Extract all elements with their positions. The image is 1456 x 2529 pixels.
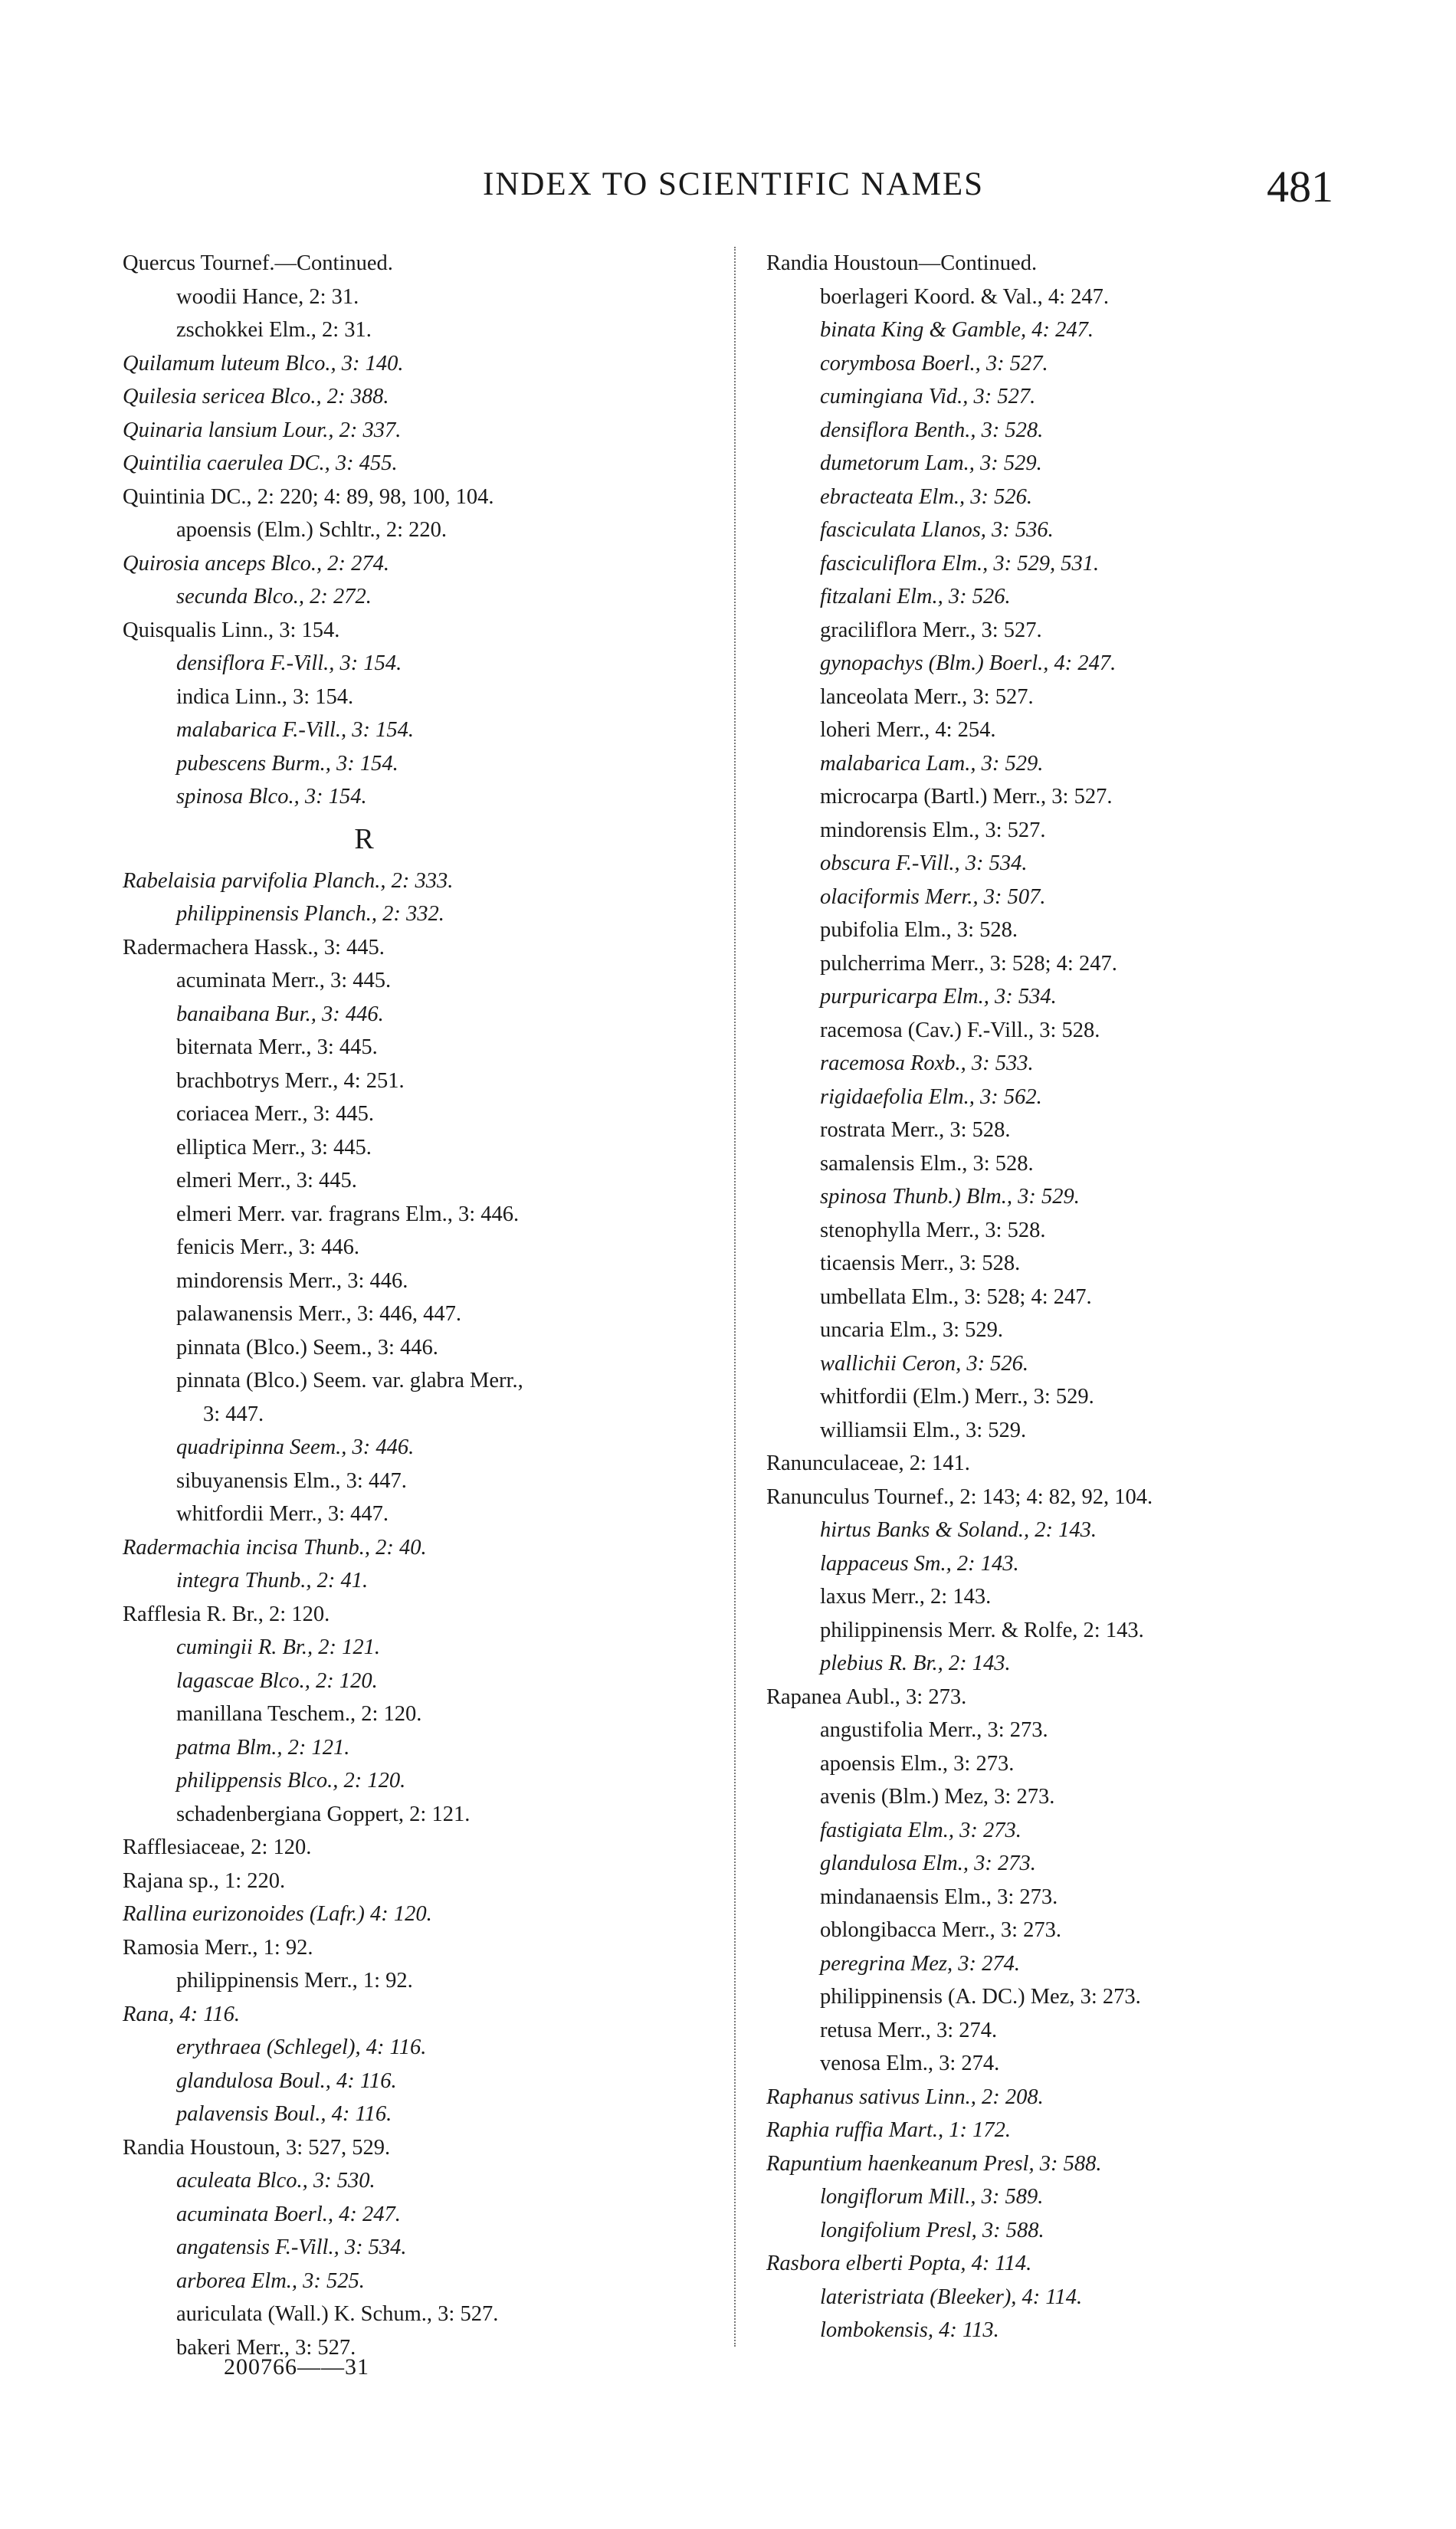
- index-subentry: schadenbergiana Goppert, 2: 121.: [176, 1802, 471, 1826]
- index-subentry: loheri Merr., 4: 254.: [820, 718, 996, 742]
- index-subentry: glandulosa Boul., 4: 116.: [176, 2068, 397, 2093]
- index-subentry: palavensis Boul., 4: 116.: [176, 2102, 392, 2126]
- index-entry: Randia Houstoun, 3: 527, 529.: [123, 2135, 391, 2160]
- index-subentry: pulcherrima Merr., 3: 528; 4: 247.: [820, 951, 1117, 976]
- index-subentry: malabarica Lam., 3: 529.: [820, 751, 1044, 776]
- index-subentry: elliptica Merr., 3: 445.: [176, 1135, 372, 1160]
- index-subentry: coriacea Merr., 3: 445.: [176, 1102, 374, 1126]
- index-subentry: auriculata (Wall.) K. Schum., 3: 527.: [176, 2302, 499, 2326]
- index-subentry: philippensis Blco., 2: 120.: [176, 1769, 406, 1793]
- index-entry: Rapanea Aubl., 3: 273.: [766, 1684, 967, 1709]
- index-subentry: hirtus Banks & Soland., 2: 143.: [820, 1518, 1097, 1542]
- index-subentry: racemosa (Cav.) F.-Vill., 3: 528.: [820, 1018, 1100, 1042]
- index-subentry: fasciculata Llanos, 3: 536.: [820, 518, 1054, 542]
- index-subentry: uncaria Elm., 3: 529.: [820, 1318, 1004, 1342]
- index-subentry: fasciculiflora Elm., 3: 529, 531.: [820, 551, 1100, 576]
- page-number: 481: [1267, 162, 1333, 212]
- index-entry: Quilamum luteum Blco., 3: 140.: [123, 351, 404, 376]
- index-subentry: whitfordii Merr., 3: 447.: [176, 1502, 389, 1526]
- index-subentry: cumingii R. Br., 2: 121.: [176, 1635, 380, 1659]
- index-subentry: malabarica F.-Vill., 3: 154.: [176, 718, 415, 742]
- index-subentry: avenis (Blm.) Mez, 3: 273.: [820, 1785, 1055, 1809]
- index-subentry: angustifolia Merr., 3: 273.: [820, 1718, 1048, 1742]
- index-subentry: gynopachys (Blm.) Boerl., 4: 247.: [820, 651, 1117, 675]
- index-subentry: philippinensis Merr. & Rolfe, 2: 143.: [820, 1618, 1144, 1642]
- index-subentry: arborea Elm., 3: 525.: [176, 2268, 365, 2293]
- index-entry: Quercus Tournef.—Continued.: [123, 251, 393, 275]
- index-subentry: spinosa Blco., 3: 154.: [176, 785, 367, 809]
- index-subentry: quadripinna Seem., 3: 446.: [176, 1435, 415, 1459]
- index-subentry: banaibana Bur., 3: 446.: [176, 1002, 384, 1026]
- index-subentry: pubifolia Elm., 3: 528.: [820, 918, 1018, 942]
- index-entry: Quilesia sericea Blco., 2: 388.: [123, 385, 389, 408]
- index-subentry: fenicis Merr., 3: 446.: [176, 1235, 360, 1259]
- index-subentry: biternata Merr., 3: 445.: [176, 1035, 378, 1059]
- index-entry: Quintilia caerulea DC., 3: 455.: [123, 451, 398, 475]
- index-entry: Raphanus sativus Linn., 2: 208.: [766, 2085, 1044, 2109]
- index-subentry: acuminata Boerl., 4: 247.: [176, 2202, 401, 2226]
- section-letter: R: [354, 822, 374, 855]
- index-entry: Quinaria lansium Lour., 2: 337.: [123, 418, 402, 442]
- index-subentry: acuminata Merr., 3: 445.: [176, 969, 392, 992]
- index-subentry: elmeri Merr., 3: 445.: [176, 1169, 357, 1192]
- index-subentry: obscura F.-Vill., 3: 534.: [820, 851, 1028, 875]
- left-column: [123, 247, 720, 2364]
- index-subentry: woodii Hance, 2: 31.: [176, 284, 359, 309]
- index-subentry: peregrina Mez, 3: 274.: [820, 1951, 1020, 1976]
- index-subentry: sibuyanensis Elm., 3: 447.: [176, 1468, 407, 1493]
- index-subentry: fitzalani Elm., 3: 526.: [820, 585, 1011, 608]
- index-entry: Randia Houstoun—Continued.: [766, 251, 1038, 275]
- index-subentry: indica Linn., 3: 154.: [176, 684, 354, 709]
- index-entry: Rasbora elberti Popta, 4: 114.: [766, 2252, 1032, 2275]
- index-subentry: pinnata (Blco.) Seem., 3: 446.: [176, 1335, 438, 1360]
- index-subentry: erythraea (Schlegel), 4: 116.: [176, 2035, 427, 2059]
- index-subentry: plebius R. Br., 2: 143.: [820, 1652, 1011, 1675]
- running-head: INDEX TO SCIENTIFIC NAMES: [483, 166, 985, 202]
- index-entry: Quisqualis Linn., 3: 154.: [123, 618, 340, 642]
- index-entry: Rafflesia R. Br., 2: 120.: [123, 1602, 330, 1626]
- index-subentry: philippinensis Planch., 2: 332.: [176, 902, 444, 926]
- index-subentry: palawanensis Merr., 3: 446, 447.: [176, 1302, 462, 1326]
- index-entry: Quintinia DC., 2: 220; 4: 89, 98, 100, 104.: [123, 484, 494, 509]
- index-subentry: zschokkei Elm., 2: 31.: [176, 318, 372, 342]
- index-subentry: cumingiana Vid., 3: 527.: [820, 385, 1036, 408]
- index-entry: Radermachia incisa Thunb., 2: 40.: [123, 1535, 427, 1560]
- index-subentry: lombokensis, 4: 113.: [820, 2318, 999, 2342]
- index-entry: Rabelaisia parvifolia Planch., 2: 333.: [123, 868, 454, 893]
- column-divider: [734, 247, 736, 2347]
- index-subentry: elmeri Merr. var. fragrans Elm., 3: 446.: [176, 1202, 520, 1226]
- index-subentry: boerlageri Koord. & Val., 4: 247.: [820, 284, 1110, 309]
- index-subentry: lanceolata Merr., 3: 527.: [820, 684, 1034, 709]
- index-subentry: mindorensis Merr., 3: 446.: [176, 1268, 408, 1293]
- index-subentry: densiflora Benth., 3: 528.: [820, 418, 1044, 442]
- index-subentry: longifolium Presl, 3: 588.: [820, 2218, 1044, 2242]
- index-subentry: binata King & Gamble, 4: 247.: [820, 318, 1094, 342]
- index-subentry: secunda Blco., 2: 272.: [176, 585, 372, 608]
- index-subentry: aculeata Blco., 3: 530.: [176, 2169, 375, 2193]
- index-subentry: lateristriata (Bleeker), 4: 114.: [820, 2285, 1083, 2309]
- index-subentry: pubescens Burm., 3: 154.: [176, 751, 398, 776]
- index-subentry: retusa Merr., 3: 274.: [820, 2018, 998, 2042]
- index-subentry: apoensis (Elm.) Schltr., 2: 220.: [176, 518, 448, 542]
- index-subentry: rigidaefolia Elm., 3: 562.: [820, 1084, 1042, 1109]
- printer-signature: 200766——31: [224, 2354, 369, 2380]
- index-subentry: densiflora F.-Vill., 3: 154.: [176, 651, 402, 675]
- index-entry: Quirosia anceps Blco., 2: 274.: [123, 551, 390, 576]
- index-subentry: fastigiata Elm., 3: 273.: [820, 1818, 1021, 1842]
- index-subentry: angatensis F.-Vill., 3: 534.: [176, 2235, 407, 2259]
- index-subentry: 3: 447.: [203, 1402, 264, 1426]
- index-subentry: olaciformis Merr., 3: 507.: [820, 884, 1046, 909]
- index-subentry: apoensis Elm., 3: 273.: [820, 1751, 1015, 1776]
- right-column: [766, 247, 1349, 2347]
- index-entry: Ranunculus Tournef., 2: 143; 4: 82, 92, 104.: [766, 1484, 1153, 1509]
- index-entry: Rapuntium haenkeanum Presl, 3: 588.: [766, 2151, 1102, 2176]
- index-subentry: spinosa Thunb.) Blm., 3: 529.: [820, 1185, 1080, 1209]
- index-subentry: patma Blm., 2: 121.: [176, 1735, 350, 1760]
- index-entry: Rajana sp., 1: 220.: [123, 1868, 286, 1893]
- index-subentry: whitfordii (Elm.) Merr., 3: 529.: [820, 1385, 1094, 1409]
- index-subentry: oblongibacca Merr., 3: 273.: [820, 1918, 1062, 1942]
- index-subentry: dumetorum Lam., 3: 529.: [820, 451, 1042, 475]
- index-entry: Ranunculaceae, 2: 141.: [766, 1451, 970, 1475]
- index-subentry: wallichii Ceron, 3: 526.: [820, 1351, 1029, 1376]
- index-subentry: philippinensis Merr., 1: 92.: [176, 1969, 413, 1993]
- index-entry: Raphia ruffia Mart., 1: 172.: [766, 2118, 1012, 2142]
- index-subentry: venosa Elm., 3: 274.: [820, 2052, 1000, 2075]
- index-subentry: brachbotrys Merr., 4: 251.: [176, 1068, 405, 1093]
- index-subentry: graciliflora Merr., 3: 527.: [820, 618, 1042, 642]
- index-subentry: bakeri Merr., 3: 527.: [176, 2335, 356, 2360]
- index-entry: Radermachera Hassk., 3: 445.: [123, 935, 385, 959]
- index-subentry: glandulosa Elm., 3: 273.: [820, 1852, 1036, 1875]
- index-subentry: integra Thunb., 2: 41.: [176, 1569, 369, 1593]
- index-subentry: mindorensis Elm., 3: 527.: [820, 818, 1046, 842]
- index-subentry: corymbosa Boerl., 3: 527.: [820, 351, 1048, 376]
- index-subentry: mindanaensis Elm., 3: 273.: [820, 1884, 1058, 1909]
- index-subentry: racemosa Roxb., 3: 533.: [820, 1051, 1034, 1075]
- index-subentry: stenophylla Merr., 3: 528.: [820, 1218, 1046, 1242]
- index-subentry: pinnata (Blco.) Seem. var. glabra Merr.,: [176, 1369, 523, 1392]
- index-subentry: umbellata Elm., 3: 528; 4: 247.: [820, 1284, 1092, 1309]
- index-subentry: lappaceus Sm., 2: 143.: [820, 1551, 1019, 1576]
- index-subentry: rostrata Merr., 3: 528.: [820, 1118, 1011, 1142]
- page-header: [123, 161, 1349, 222]
- index-subentry: longiflorum Mill., 3: 589.: [820, 2185, 1044, 2209]
- index-subentry: ebracteata Elm., 3: 526.: [820, 484, 1033, 509]
- index-subentry: purpuricarpa Elm., 3: 534.: [820, 985, 1057, 1009]
- index-subentry: manillana Teschem., 2: 120.: [176, 1702, 422, 1726]
- index-entry: Rallina eurizonoides (Lafr.) 4: 120.: [123, 1902, 432, 1926]
- index-entry: Rana, 4: 116.: [123, 2002, 241, 2026]
- index-subentry: lagascae Blco., 2: 120.: [176, 1668, 378, 1693]
- index-subentry: philippinensis (A. DC.) Mez, 3: 273.: [820, 1985, 1141, 2009]
- index-subentry: samalensis Elm., 3: 528.: [820, 1151, 1034, 1176]
- index-subentry: williamsii Elm., 3: 529.: [820, 1418, 1027, 1442]
- index-entry: Ramosia Merr., 1: 92.: [123, 1935, 313, 1960]
- index-subentry: microcarpa (Bartl.) Merr., 3: 527.: [820, 785, 1113, 809]
- index-entry: Rafflesiaceae, 2: 120.: [123, 1835, 312, 1859]
- index-subentry: ticaensis Merr., 3: 528.: [820, 1251, 1021, 1275]
- index-subentry: laxus Merr., 2: 143.: [820, 1585, 992, 1609]
